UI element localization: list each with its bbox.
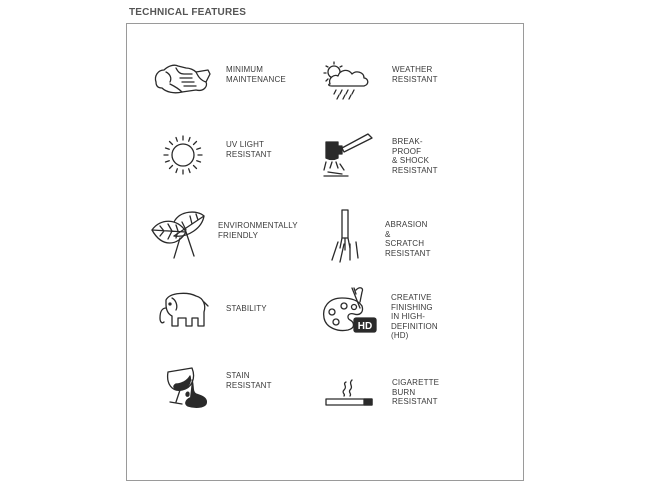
leaves-icon: [150, 208, 206, 260]
feature-label: UV LIGHT RESISTANT: [226, 140, 272, 159]
feature-label: BREAK-PROOF & SHOCK RESISTANT: [392, 137, 438, 175]
scratch-tool-icon: [326, 208, 366, 262]
feature-label: STABILITY: [226, 304, 267, 313]
paint-palette-hd-icon: [320, 286, 378, 338]
feature-label: MINIMUM MAINTENANCE: [226, 65, 286, 84]
feature-label: STAIN RESISTANT: [226, 371, 272, 390]
feature-label: CIGARETTE BURN RESISTANT: [392, 378, 440, 406]
cleaning-cloth-icon: [152, 60, 214, 96]
feature-label: ABRASION & SCRATCH RESISTANT: [385, 220, 431, 258]
feature-label: WEATHER RESISTANT: [392, 65, 438, 84]
sun-icon: [162, 134, 204, 176]
cigarette-icon: [324, 378, 378, 410]
svg-text:HD: HD: [357, 321, 373, 332]
elephant-icon: [154, 290, 210, 330]
spilled-wine-icon: [156, 364, 210, 410]
feature-label: ENVIRONMENTALLY FRIENDLY: [218, 221, 298, 240]
weather-cloud-icon: [322, 60, 370, 100]
page-title: TECHNICAL FEATURES: [129, 7, 247, 18]
hammer-icon: [322, 132, 374, 178]
feature-label: CREATIVE FINISHING IN HIGH- DEFINITION (HD): [391, 293, 438, 340]
